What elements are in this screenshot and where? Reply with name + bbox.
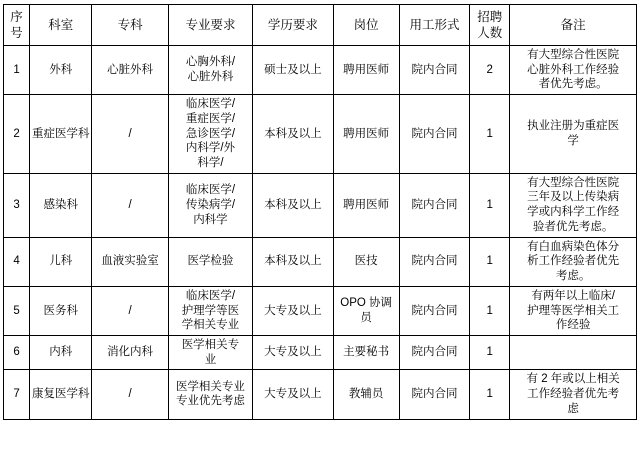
- cell-dept: 外科: [30, 46, 92, 95]
- cell-requirement-line: 专业优先考虑: [175, 395, 245, 408]
- cell-headcount: 1: [470, 335, 510, 369]
- cell-education: 本科及以上: [253, 173, 333, 237]
- cell-dept: 康复医学科: [30, 370, 92, 419]
- cell-requirement-line: 业: [204, 353, 217, 366]
- cell-employment: 院内合同: [399, 335, 469, 369]
- cell-requirement: [168, 335, 252, 369]
- cell-note-line: 有 2 年或以上相关: [526, 373, 620, 386]
- cell-note-line: 作经验: [555, 319, 591, 332]
- cell-post: 聘用医师: [333, 95, 399, 174]
- cell-spec: /: [92, 286, 168, 335]
- cell-education: 大专及以上: [253, 335, 333, 369]
- cell-dept: 重症医学科: [30, 95, 92, 174]
- cell-note-line: 学: [567, 134, 579, 147]
- cell-seq: 3: [4, 173, 30, 237]
- cell-seq: 6: [4, 335, 30, 369]
- cell-note: [510, 335, 637, 369]
- cell-requirement-line: 重症医学/: [185, 112, 236, 125]
- cell-requirement-line: 科学/: [197, 157, 224, 170]
- cell-seq: 7: [4, 370, 30, 419]
- column-header-headcount: 招聘人数: [470, 5, 510, 46]
- cell-note: [510, 237, 637, 286]
- column-header-spec: 专科: [92, 5, 168, 46]
- cell-note-line: 护理等医学相关工: [527, 304, 620, 317]
- cell-requirement-line: 内科学: [193, 213, 228, 226]
- cell-seq: 1: [4, 46, 30, 95]
- cell-post: 主要秘书: [333, 335, 399, 369]
- cell-note-line: 有两年以上临床/: [531, 289, 616, 302]
- cell-note-line: 学或内科学工作经: [527, 206, 620, 219]
- cell-headcount: 1: [470, 237, 510, 286]
- cell-dept: 儿科: [30, 237, 92, 286]
- recruitment-table: [3, 4, 637, 420]
- table-row: [4, 46, 637, 95]
- table-row: [4, 286, 637, 335]
- cell-note-line: 有大型综合性医院: [527, 49, 620, 61]
- cell-education: 硕士及以上: [253, 46, 333, 95]
- table-row: [4, 370, 637, 419]
- cell-note-line: 有白血病染色体分: [527, 240, 620, 253]
- cell-requirement-line: 医学检验: [187, 255, 234, 268]
- table-body: [4, 46, 637, 420]
- cell-education: 本科及以上: [253, 95, 333, 174]
- cell-note: [510, 46, 637, 95]
- cell-requirement: [168, 95, 252, 174]
- cell-note: [510, 95, 637, 174]
- cell-requirement-line: 内科学/外: [185, 142, 236, 155]
- table-row: [4, 237, 637, 286]
- cell-education: 大专及以上: [253, 370, 333, 419]
- cell-spec: /: [92, 95, 168, 174]
- cell-spec: /: [92, 173, 168, 237]
- cell-note-line: 执业注册为重症医: [527, 120, 620, 133]
- cell-dept: 内科: [30, 335, 92, 369]
- cell-seq: 5: [4, 286, 30, 335]
- cell-headcount: 1: [470, 370, 510, 419]
- cell-post-line: 员: [360, 311, 372, 324]
- column-header-note: 备注: [510, 5, 637, 46]
- cell-requirement-line: 临床医学/: [185, 98, 236, 111]
- cell-requirement-line: 临床医学/: [185, 184, 236, 197]
- cell-note: [510, 370, 637, 419]
- cell-post: 教辅员: [333, 370, 399, 419]
- cell-requirement-line: 学相关专业: [181, 319, 240, 332]
- column-header-education: 学历要求: [253, 5, 333, 46]
- cell-note-line: 心脏外科工作经验: [527, 63, 620, 76]
- cell-requirement-line: 医学相关专业: [175, 380, 245, 393]
- cell-note-line: 考虑。: [555, 270, 591, 283]
- column-header-requirement: 专业要求: [168, 5, 252, 46]
- cell-note-line: 工作经验者优先考: [527, 388, 620, 401]
- cell-requirement-line: 临床医学/: [185, 289, 236, 302]
- cell-requirement-line: 传染病学/: [185, 198, 236, 211]
- cell-spec: 消化内科: [92, 335, 168, 369]
- cell-headcount: 1: [470, 95, 510, 174]
- cell-post: 医技: [333, 237, 399, 286]
- column-header-dept: 科室: [30, 5, 92, 46]
- cell-note: [510, 286, 637, 335]
- column-header-employment: 用工形式: [399, 5, 469, 46]
- cell-employment: 院内合同: [399, 173, 469, 237]
- cell-note-line: 虑: [567, 402, 579, 415]
- cell-post-line: OPO 协调: [340, 297, 393, 310]
- column-header-seq: 序号: [4, 5, 30, 46]
- cell-employment: 院内合同: [399, 95, 469, 174]
- cell-requirement: [168, 370, 252, 419]
- cell-employment: 院内合同: [399, 237, 469, 286]
- cell-spec: 心脏外科: [92, 46, 168, 95]
- cell-dept: 感染科: [30, 173, 92, 237]
- cell-note-line: 者优先考虑。: [538, 78, 608, 91]
- cell-requirement: [168, 237, 252, 286]
- cell-headcount: 2: [470, 46, 510, 95]
- cell-note-line: 析工作经验者优先: [527, 255, 620, 268]
- cell-requirement: [168, 173, 252, 237]
- cell-employment: 院内合同: [399, 370, 469, 419]
- cell-requirement: [168, 286, 252, 335]
- cell-headcount: 1: [470, 173, 510, 237]
- table-row: [4, 173, 637, 237]
- column-header-post: 岗位: [333, 5, 399, 46]
- cell-post: 聘用医师: [333, 46, 399, 95]
- cell-requirement-line: 心脏外科: [187, 71, 234, 84]
- cell-seq: 4: [4, 237, 30, 286]
- cell-seq: 2: [4, 95, 30, 174]
- cell-requirement-line: 医学相关专: [181, 338, 240, 351]
- cell-note-line: 验者优先考虑。: [532, 220, 614, 233]
- cell-employment: 院内合同: [399, 286, 469, 335]
- cell-requirement-line: 护理学等医: [181, 304, 240, 317]
- cell-note-line: 有大型综合性医院: [527, 176, 620, 189]
- cell-education: 大专及以上: [253, 286, 333, 335]
- table-header-row: [4, 5, 637, 46]
- cell-requirement-line: 心胸外科/: [185, 56, 236, 69]
- cell-post: 聘用医师: [333, 173, 399, 237]
- cell-note: [510, 173, 637, 237]
- cell-requirement: [168, 46, 252, 95]
- cell-education: 本科及以上: [253, 237, 333, 286]
- cell-dept: 医务科: [30, 286, 92, 335]
- table-row: [4, 95, 637, 174]
- cell-requirement-line: 急诊医学/: [185, 127, 236, 140]
- cell-employment: 院内合同: [399, 46, 469, 95]
- cell-note-line: 三年及以上传染病: [527, 191, 620, 204]
- cell-post: [333, 286, 399, 335]
- cell-headcount: 1: [470, 286, 510, 335]
- cell-spec: 血液实验室: [92, 237, 168, 286]
- table-row: [4, 335, 637, 369]
- cell-spec: /: [92, 370, 168, 419]
